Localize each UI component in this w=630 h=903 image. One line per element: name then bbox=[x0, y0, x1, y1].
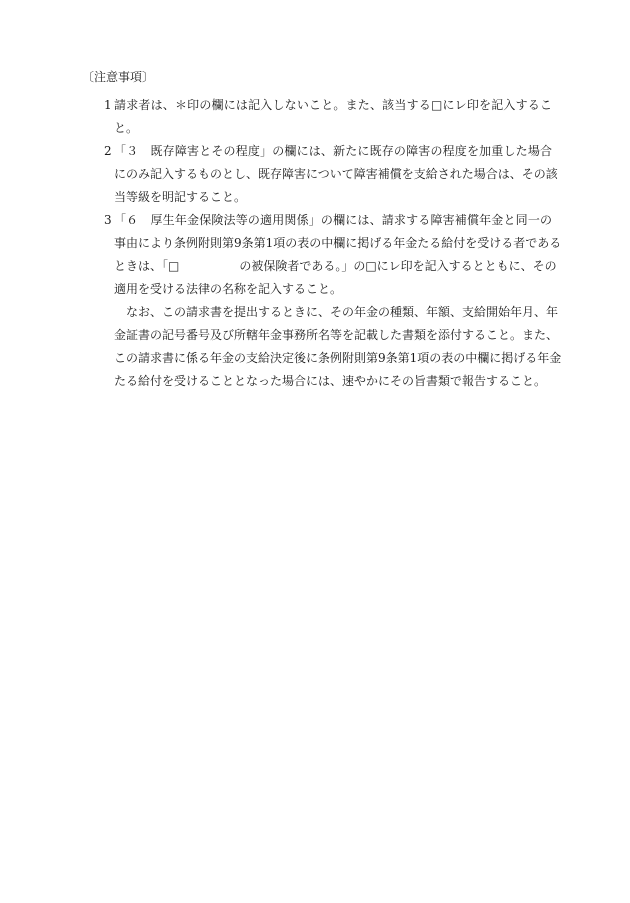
item-line: と。 bbox=[114, 121, 139, 135]
checkbox-prefix: ときは、「□ bbox=[114, 259, 180, 273]
item-line: にのみ記入するものとし、既存障害について障害補償を支給された場合は、その該 bbox=[114, 167, 558, 181]
checkbox-suffix: の被保険者である。」の□にレ印を記入するとともに、その bbox=[239, 259, 557, 273]
item-number: 2 bbox=[104, 144, 112, 158]
item-line: 請求者は、＊印の欄には記入しないこと。また、該当する□にレ印を記入するこ bbox=[114, 98, 552, 112]
item-line: 「３ 既存障害とその程度」の欄には、新たに既存の障害の程度を加重した場合 bbox=[114, 144, 552, 158]
item-line: 事由により条例附則第9条第1項の表の中欄に掲げる年金たる給付を受ける者である bbox=[114, 236, 562, 250]
supplementary-note bbox=[82, 301, 562, 393]
note-item-1 bbox=[82, 94, 552, 140]
item-line: 適用を受ける法律の名称を記入すること。 bbox=[114, 282, 343, 296]
item-line-with-blank bbox=[114, 255, 557, 278]
note-line: なお、この請求書を提出するときに、その年金の種類、年額、支給開始年月、年 bbox=[126, 305, 559, 319]
note-line: たる給付を受けることとなった場合には、速やかにその旨書類で報告すること。 bbox=[114, 374, 547, 388]
note-line: 金証書の記号番号及び所轄年金事務所名等を記載した書類を添付すること。また、 bbox=[114, 328, 559, 342]
item-body bbox=[114, 209, 562, 301]
notes-heading: 〔注意事項〕 bbox=[82, 70, 155, 84]
item-body bbox=[114, 94, 552, 140]
item-line: 「６ 厚生年金保険法等の適用関係」の欄には、請求する障害補償年金と同一の bbox=[114, 213, 552, 227]
note-item-2 bbox=[82, 140, 558, 209]
item-line: 当等級を明記すること。 bbox=[114, 190, 247, 204]
item-number: 1 bbox=[104, 98, 112, 112]
note-line: この請求書に係る年金の支給決定後に条例附則第9条第1項の表の中欄に掲げる年金 bbox=[114, 351, 562, 365]
note-body bbox=[114, 301, 562, 393]
item-body bbox=[114, 140, 558, 209]
note-item-3 bbox=[82, 209, 562, 301]
item-number: 3 bbox=[104, 213, 112, 227]
